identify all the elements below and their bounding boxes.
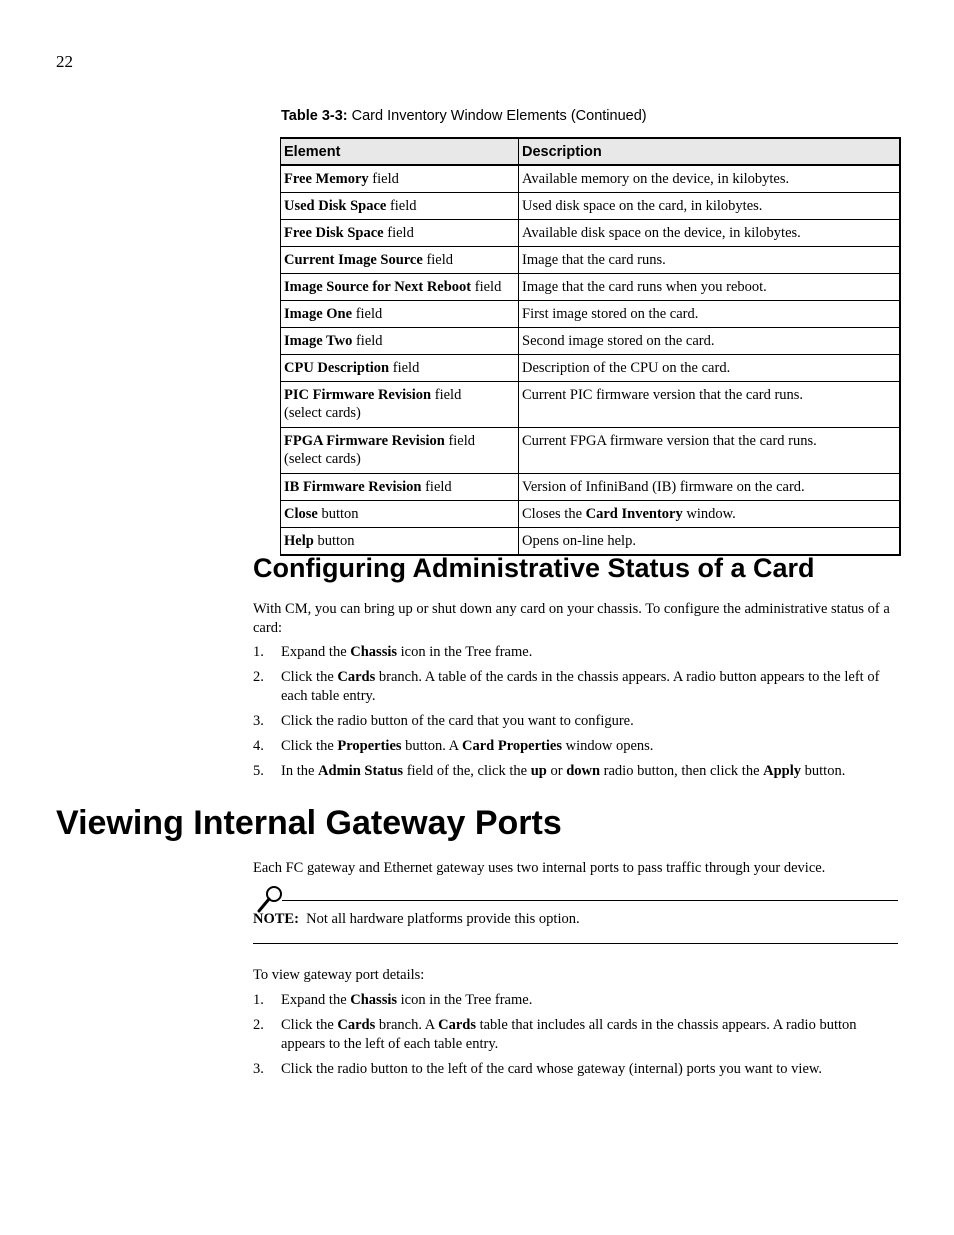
table-caption-label: Table 3-3: <box>281 108 348 124</box>
description-text-end: window. <box>682 506 736 522</box>
element-name: CPU Description <box>284 360 390 376</box>
table-row <box>281 301 900 328</box>
table-row <box>281 247 900 274</box>
table-row <box>281 428 900 474</box>
step-text: icon in the Tree frame. <box>397 992 533 1008</box>
description-bold: Card Inventory <box>585 506 683 522</box>
step-text: branch. A table of the cards in the chassis appears. A radio button appears to the left of each table entry. <box>281 669 880 704</box>
step-text: Chassis <box>350 992 398 1008</box>
list-item <box>253 643 903 662</box>
step-number: 3. <box>253 1061 264 1077</box>
element-note: (select cards) <box>284 405 361 421</box>
element-name: Close <box>284 506 318 522</box>
element-cell <box>281 428 519 474</box>
element-name: Image Source for Next Reboot <box>284 279 472 295</box>
description-cell <box>519 274 900 301</box>
step-number: 2. <box>253 669 264 685</box>
table-row <box>281 474 900 501</box>
step-number: 1. <box>253 644 264 660</box>
step-text: Expand the <box>281 644 351 660</box>
element-cell <box>281 474 519 501</box>
element-cell <box>281 220 519 247</box>
description-cell <box>519 428 900 474</box>
element-name: FPGA Firmware Revision <box>284 433 445 449</box>
description-text: Opens on-line help. <box>522 533 636 549</box>
list-item <box>253 991 903 1010</box>
step-text: Click the <box>281 738 338 754</box>
step-text: Click the radio button to the left of the card whose gateway (internal) ports you want to view. <box>281 1061 823 1077</box>
step-number: 2. <box>253 1017 264 1033</box>
description-cell <box>519 193 900 220</box>
section2-lead: To view gateway port details: <box>253 967 425 983</box>
description-cell <box>519 220 900 247</box>
list-item <box>253 737 903 756</box>
step-text: Cards <box>438 1017 476 1033</box>
section2-steps <box>253 991 903 1085</box>
table-row <box>281 165 900 193</box>
step-text: field of the, click the <box>403 763 531 779</box>
step-text: down <box>566 763 601 779</box>
table-row <box>281 220 900 247</box>
element-type: field <box>352 333 383 349</box>
element-type: field <box>444 433 476 449</box>
element-name: Free Disk Space <box>284 225 384 241</box>
element-name: PIC Firmware Revision <box>284 387 432 403</box>
list-item <box>253 1016 903 1054</box>
element-name: Used Disk Space <box>284 198 387 214</box>
element-cell <box>281 165 519 193</box>
list-item <box>253 1060 903 1079</box>
element-type: field <box>471 279 502 295</box>
step-text: or <box>546 763 567 779</box>
description-text: Version of InfiniBand (IB) firmware on the card. <box>522 479 805 495</box>
step-text: up <box>530 763 547 779</box>
element-note: (select cards) <box>284 451 361 467</box>
step-text: Card Properties <box>461 738 562 754</box>
table-caption-text: Card Inventory Window Elements (Continued) <box>347 108 647 124</box>
step-text: Apply <box>763 763 802 779</box>
list-item <box>253 762 903 781</box>
table-caption <box>281 108 647 124</box>
element-cell <box>281 274 519 301</box>
element-name: IB Firmware Revision <box>284 479 422 495</box>
description-text: Current FPGA firmware version that the card runs. <box>522 433 817 449</box>
magnifier-icon <box>256 884 284 914</box>
step-text: branch. A <box>375 1017 439 1033</box>
description-text: Closes the <box>522 506 586 522</box>
table-row <box>281 328 900 355</box>
description-cell <box>519 382 900 428</box>
description-cell <box>519 528 900 556</box>
element-cell <box>281 501 519 528</box>
table-row <box>281 528 900 556</box>
element-type: field <box>368 171 399 187</box>
description-cell <box>519 501 900 528</box>
section-title-gateway-ports: Viewing Internal Gateway Ports <box>56 804 562 842</box>
description-text: Available disk space on the device, in kilobytes. <box>522 225 801 241</box>
description-cell <box>519 474 900 501</box>
element-type: field <box>383 225 414 241</box>
element-cell <box>281 247 519 274</box>
note-divider-top <box>282 900 898 901</box>
section2-intro: Each FC gateway and Ethernet gateway uses two internal ports to pass traffic through your device. <box>253 860 826 876</box>
page-number: 22 <box>56 52 73 71</box>
note-divider-bottom <box>253 943 898 944</box>
section1-steps <box>253 643 903 787</box>
element-name: Current Image Source <box>284 252 423 268</box>
step-text: Chassis <box>350 644 398 660</box>
element-name: Free Memory <box>284 171 369 187</box>
element-type: field <box>386 198 417 214</box>
step-number: 5. <box>253 763 264 779</box>
description-cell <box>519 247 900 274</box>
step-text: Admin Status <box>318 763 404 779</box>
description-cell <box>519 165 900 193</box>
description-text: Second image stored on the card. <box>522 333 715 349</box>
element-type: field <box>352 306 383 322</box>
element-type: field <box>422 252 454 268</box>
step-text: Click the <box>281 1017 338 1033</box>
step-number: 1. <box>253 992 264 1008</box>
element-type: button <box>317 506 359 522</box>
note-text <box>253 911 580 928</box>
description-text: Image that the card runs. <box>522 252 666 268</box>
section1-intro: With CM, you can bring up or shut down any card on your chassis. To configure the administrative status of a card: <box>253 601 890 636</box>
element-cell <box>281 193 519 220</box>
element-cell <box>281 328 519 355</box>
element-cell <box>281 355 519 382</box>
step-text: icon in the Tree frame. <box>397 644 533 660</box>
element-name: Image One <box>284 306 353 322</box>
description-cell <box>519 328 900 355</box>
step-text: In the <box>281 763 319 779</box>
list-item <box>253 668 903 706</box>
description-text: Used disk space on the card, in kilobytes. <box>522 198 763 214</box>
description-cell <box>519 301 900 328</box>
header-element: Element <box>281 138 519 165</box>
description-text: Current PIC firmware version that the card runs. <box>522 387 804 403</box>
element-cell <box>281 301 519 328</box>
header-description: Description <box>519 138 900 165</box>
step-text: Click the <box>281 669 338 685</box>
element-cell <box>281 528 519 556</box>
note-body: Not all hardware platforms provide this option. <box>298 911 580 927</box>
section-title-admin-status: Configuring Administrative Status of a Card <box>253 553 815 583</box>
element-type: field <box>431 387 462 403</box>
table-row <box>281 355 900 382</box>
step-text: Expand the <box>281 992 351 1008</box>
step-number: 3. <box>253 713 264 729</box>
element-cell <box>281 382 519 428</box>
description-text: First image stored on the card. <box>522 306 699 322</box>
step-text: Properties <box>337 738 402 754</box>
element-name: Help <box>284 533 314 549</box>
card-inventory-table <box>280 137 901 556</box>
element-type: field <box>421 479 452 495</box>
table-row <box>281 382 900 428</box>
step-text: button. <box>801 763 846 779</box>
element-type: field <box>389 360 420 376</box>
description-text: Available memory on the device, in kilobytes. <box>522 171 790 187</box>
table-header-row <box>281 138 900 165</box>
step-text: Cards <box>337 669 376 685</box>
table-row <box>281 193 900 220</box>
table-row <box>281 274 900 301</box>
element-type: button <box>313 533 355 549</box>
step-text: window opens. <box>561 738 654 754</box>
step-text: table that includes all cards in the chassis appears. A radio button appears to the left of each table entry. <box>281 1017 857 1052</box>
step-number: 4. <box>253 738 264 754</box>
step-text: radio button, then click the <box>600 763 764 779</box>
element-name: Image Two <box>284 333 353 349</box>
step-text: Click the radio button of the card that you want to configure. <box>281 713 634 729</box>
step-text: Cards <box>337 1017 376 1033</box>
step-text: button. A <box>401 738 462 754</box>
description-text: Description of the CPU on the card. <box>522 360 731 376</box>
list-item <box>253 712 903 731</box>
description-text: Image that the card runs when you reboot. <box>522 279 767 295</box>
table-row <box>281 501 900 528</box>
note-label: NOTE: <box>253 911 299 927</box>
description-cell <box>519 355 900 382</box>
